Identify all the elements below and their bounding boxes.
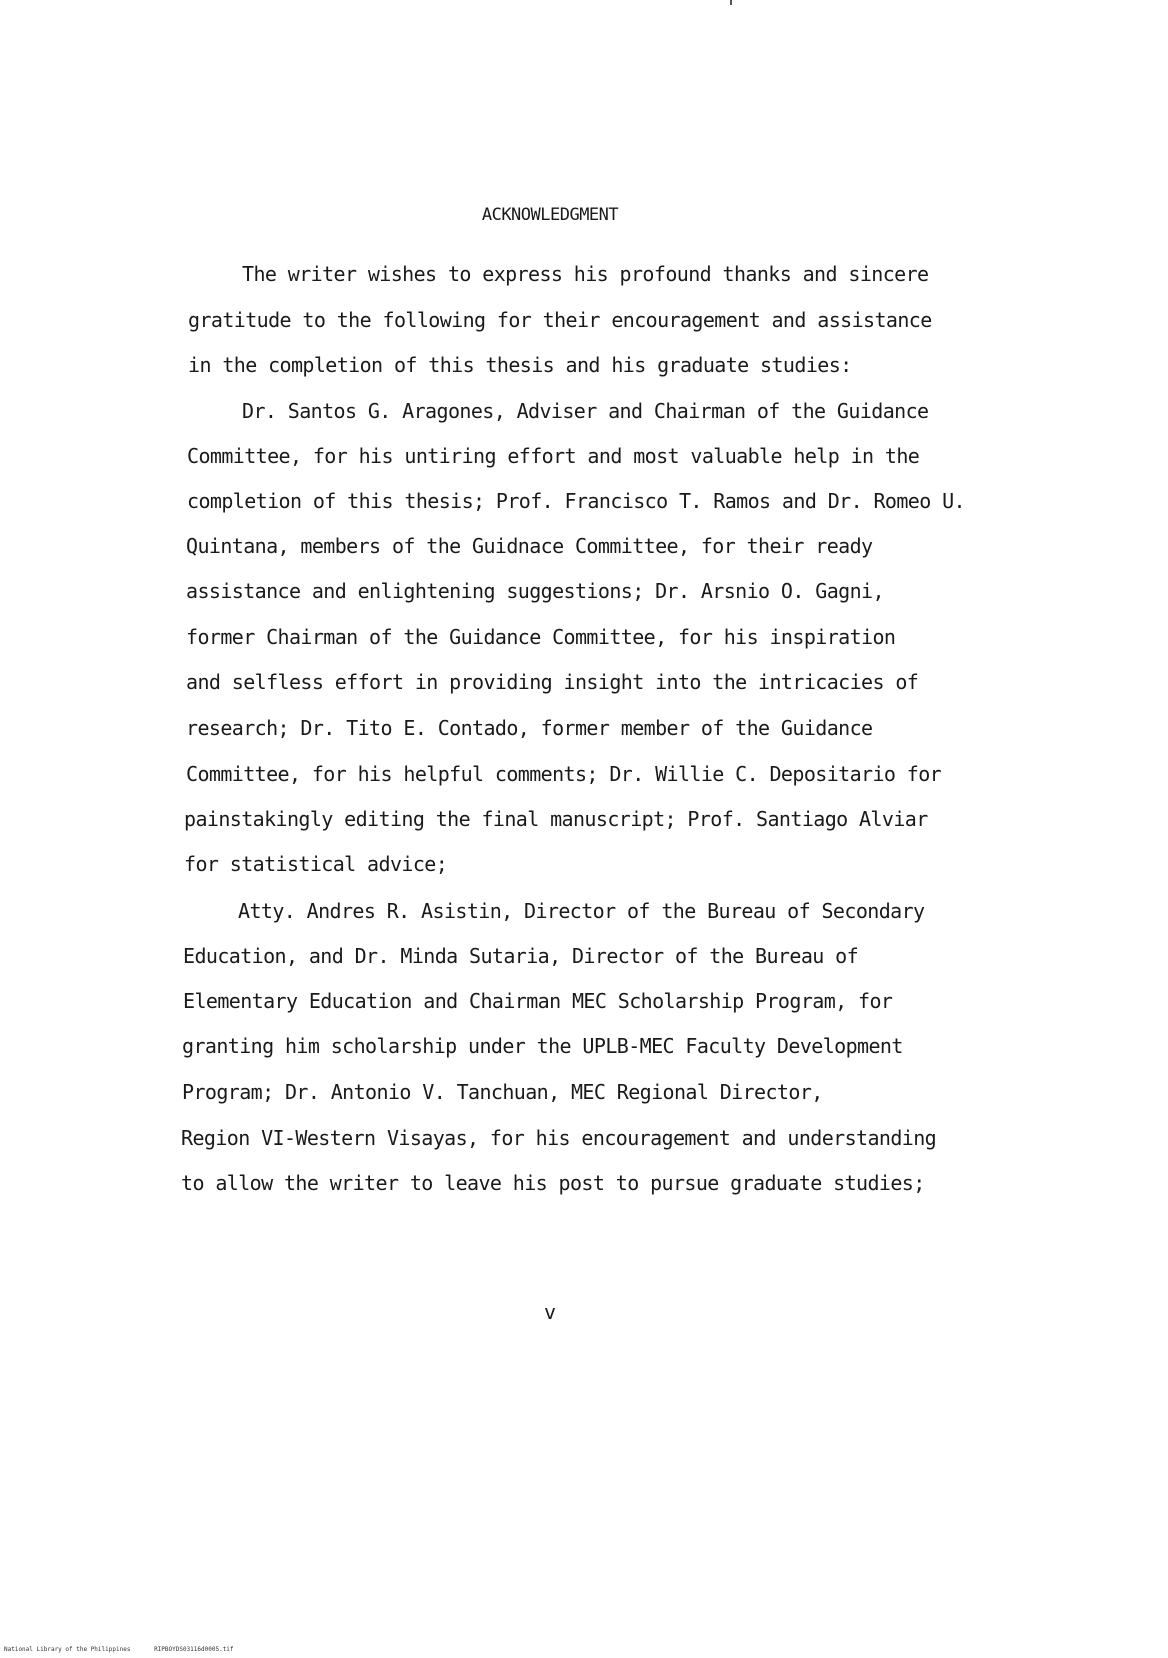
text-line: granting him scholarship under the UPLB-MEC Faculty Development [182,1034,903,1058]
footer-library: National Library of the Philippines [4,1646,131,1653]
footer-file-id: RIPBOYDS03116d0005.tif [154,1646,234,1653]
text-line: painstakingly editing the final manuscript; Prof. Santiago Alviar [184,807,928,831]
text-line: to allow the writer to leave his post to pursue graduate studies; [181,1171,925,1195]
text-line: and selfless effort in providing insight into the intricacies of [186,670,919,694]
text-line: Dr. Santos G. Aragones, Adviser and Chairman of the Guidance [242,399,929,423]
text-line: gratitude to the following for their encouragement and assistance [188,308,932,332]
text-line: Region VI-Western Visayas, for his encouragement and understanding [181,1126,937,1150]
text-line: assistance and enlightening suggestions; Dr. Arsnio O. Gagni, [186,579,884,603]
text-line: Committee, for his helpful comments; Dr. Willie C. Depositario for [186,762,942,786]
text-line: research; Dr. Tito E. Contado, former member of the Guidance [186,716,873,740]
text-line: Program; Dr. Antonio V. Tanchuan, MEC Regional Director, [182,1080,823,1104]
scan-speck [730,0,732,5]
scan-footer [4,1646,254,1653]
text-line: completion of this thesis; Prof. Francisco T. Ramos and Dr. Romeo U. [187,489,965,513]
text-line: Committee, for his untiring effort and most valuable help in the [187,444,920,468]
page-number: v [543,1300,557,1324]
text-line: Quintana, members of the Guidnace Committee, for their ready [186,534,873,558]
text-line: for statistical advice; [184,852,448,876]
text-line: Education, and Dr. Minda Sutaria, Director of the Bureau of [183,944,859,968]
text-line: Atty. Andres R. Asistin, Director of the Bureau of Secondary [238,899,925,923]
text-line: Elementary Education and Chairman MEC Scholarship Program, for [183,989,893,1013]
text-line: The writer wishes to express his profound thanks and sincere [242,262,929,286]
text-line: former Chairman of the Guidance Committee, for his inspiration [186,625,896,649]
text-line: in the completion of this thesis and his graduate studies: [188,353,852,377]
page-title: ACKNOWLEDGMENT [481,205,619,225]
